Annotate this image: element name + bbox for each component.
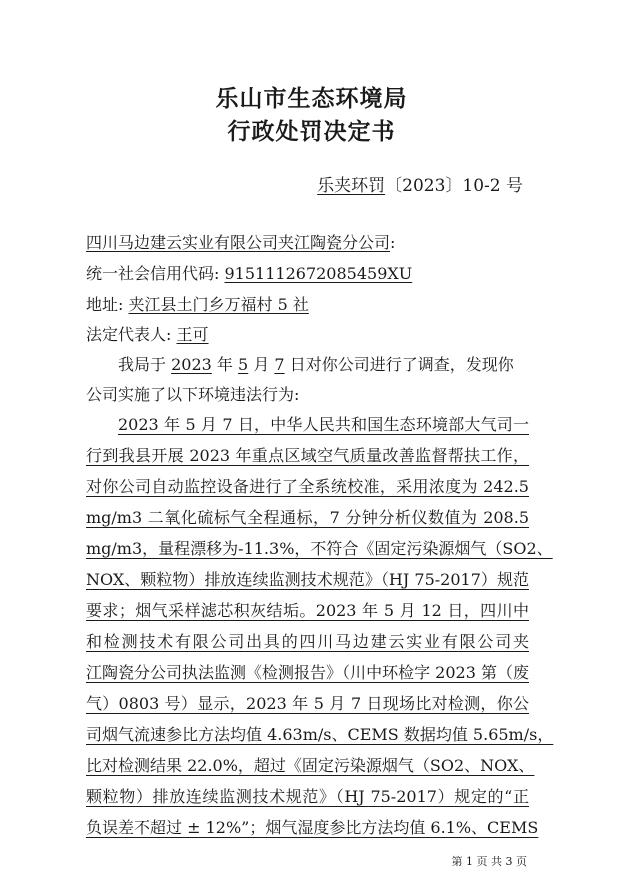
document-number <box>317 171 523 196</box>
address-label: 地址: <box>86 295 124 314</box>
violation-line-9: 江陶瓷分公司执法监测《检测报告》（川中环检字 2023 第（废 <box>86 663 529 682</box>
intro-year: 2023 <box>171 355 212 374</box>
agency-title: 乐山市生态环境局 <box>215 85 408 112</box>
violation-line-6: NOX、颗粒物）排放连续监测技术规范》（HJ 75-2017）规范 <box>86 570 529 589</box>
legal-rep-label: 法定代表人: <box>86 325 172 344</box>
violation-line-2: 行到我县开展 2023 年重点区域空气质量改善监督帮扶工作， <box>86 446 529 465</box>
intro-month: 5 <box>238 355 249 374</box>
intro-line-2: 公司实施了以下环境违法行为: <box>86 385 300 404</box>
violation-line-10: 气）0803 号）显示，2023 年 5 月 7 日现场比对检测，你公 <box>86 694 529 713</box>
violation-line-5: mg/m3，量程漂移为-11.3%，不符合《固定污染源烟气（SO2、 <box>86 539 553 558</box>
address-value: 夹江县土门乡万福村 5 社 <box>128 295 309 314</box>
address-line <box>86 295 309 315</box>
violation-line-8: 和检测技术有限公司出具的四川马边建云实业有限公司夹 <box>86 632 529 651</box>
violation-line-3: 对你公司自动监控设备进行了全系统校准，采用浓度为 242.5 <box>86 477 529 496</box>
party-name: 四川马边建云实业有限公司夹江陶瓷分公司 <box>86 233 391 252</box>
intro-day: 7 <box>274 355 285 374</box>
violation-line-4: mg/m3 二氧化硫标气全程通标，7 分钟分析仪数值为 208.5 <box>86 508 529 527</box>
intro-line-1 <box>118 355 514 375</box>
document-number-prefix: 乐夹环罚 <box>317 176 386 196</box>
document-number-rest: 〔2023〕10-2 号 <box>385 176 523 196</box>
violation-line-7: 要求；烟气采样滤芯积灰结垢。2023 年 5 月 12 日，四川中 <box>86 601 529 620</box>
page-number: 第 1 页 共 3 页 <box>451 855 527 868</box>
credit-code-value: 9151112672085459XU <box>224 264 413 283</box>
party-name-suffix: : <box>390 233 396 252</box>
legal-rep-value: 王可 <box>176 325 209 344</box>
intro-text-b: 年 <box>216 355 233 374</box>
intro-text-a: 我局于 <box>118 355 167 374</box>
credit-code-label: 统一社会信用代码: <box>86 264 220 283</box>
violation-line-14: 负误差不超过 ± 12%”；烟气湿度参比方法均值 6.1%、CEMS <box>86 818 539 837</box>
credit-code-line <box>86 264 412 284</box>
violation-line-12: 比对检测结果 22.0%，超过《固定污染源烟气（SO2、NOX、 <box>86 756 535 775</box>
violation-line-13: 颗粒物）排放连续监测技术规范》（HJ 75-2017）规定的“正 <box>86 787 529 806</box>
party-name-line <box>86 233 395 253</box>
intro-text-c: 月 <box>253 355 270 374</box>
violation-line-1: 2023 年 5 月 7 日，中华人民共和国生态环境部大气司一 <box>118 415 529 434</box>
intro-text-d: 日对你公司进行了调查，发现你 <box>289 355 514 374</box>
document-type-title: 行政处罚决定书 <box>227 118 396 145</box>
violation-line-11: 司烟气流速参比方法均值 4.63m/s、CEMS 数据均值 5.65m/s， <box>86 725 554 744</box>
legal-rep-line <box>86 325 209 345</box>
